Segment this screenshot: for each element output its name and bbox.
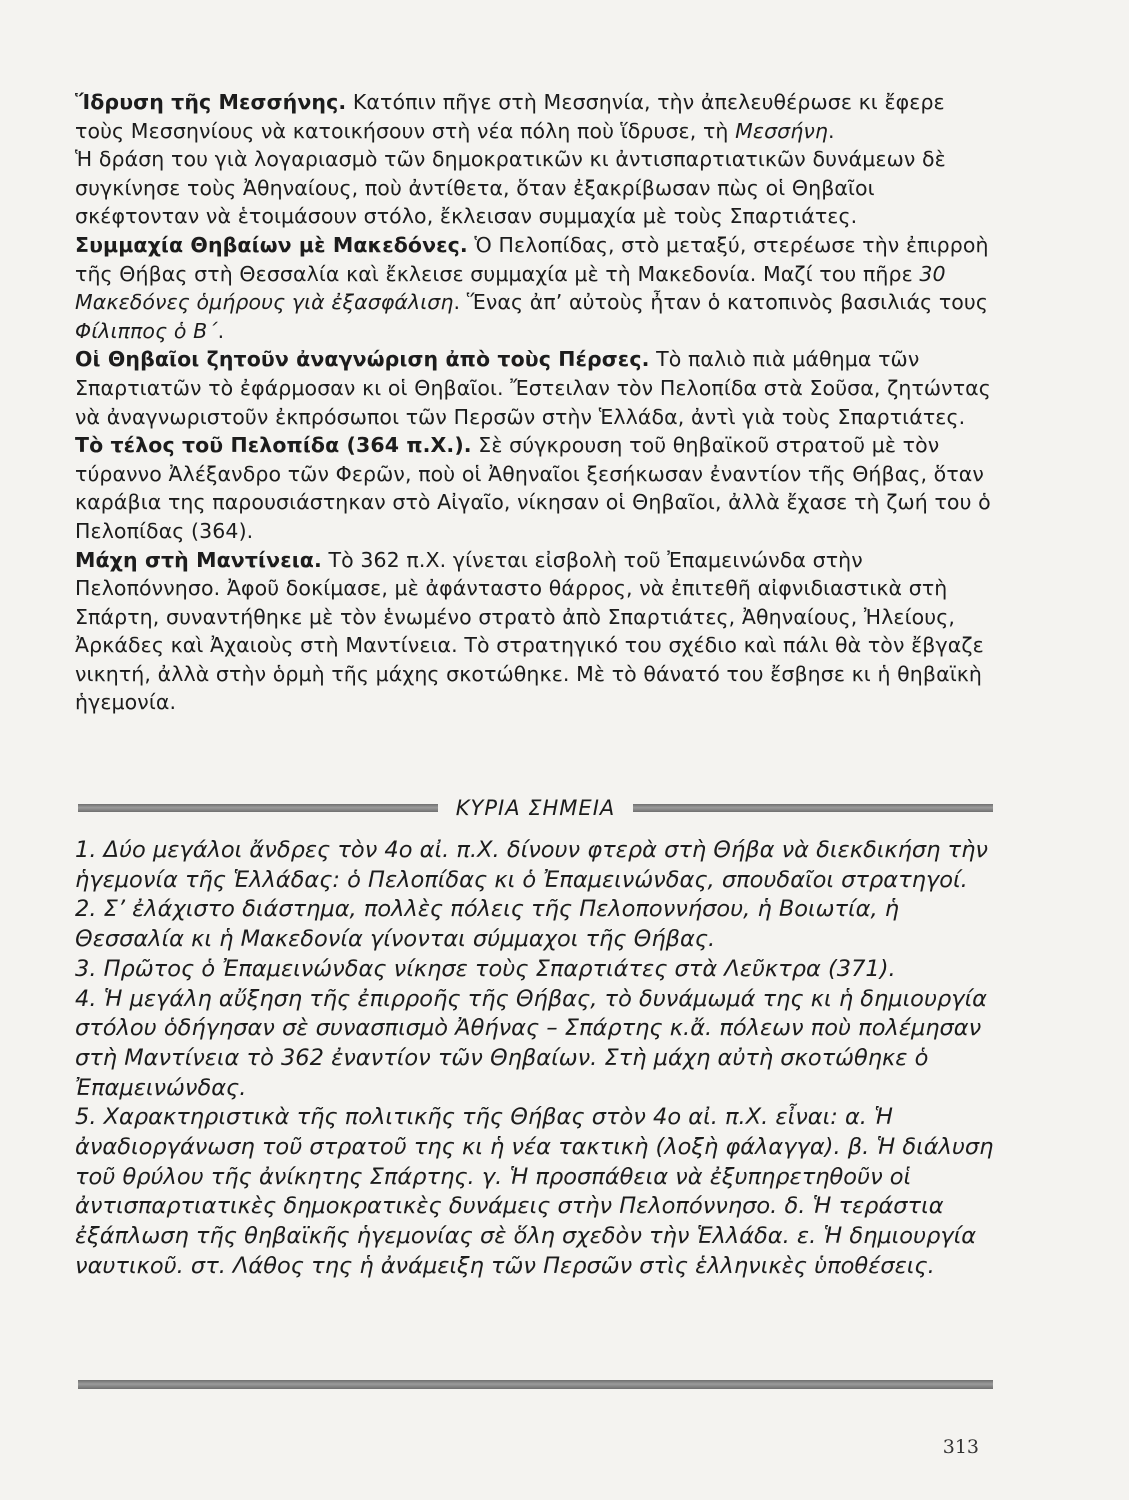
paragraph-persians: Οἱ Θηβαῖοι ζητοῦν ἀναγνώριση ἀπὸ τοὺς Πέρσες. Τὸ παλιὸ πιὰ μάθημα τῶν Σπαρτιατῶν τὸ ἐφάρμοσαν κι οἱ Θηβαῖοι. Ἔστειλαν τὸν Πελοπίδα στὰ Σοῦσα, ζητώντας νὰ ἀναγνωριστοῦν ἐκπρόσωποι τῶν Περσῶν στὴν Ἑλλάδα, ἀντὶ γιὰ τοὺς Σπαρτιάτες. (75, 347, 991, 429)
paragraph-athenians: Ἡ δράση του γιὰ λογαριασμὸ τῶν δημοκρατικῶν κι ἀντισπαρτιατικῶν δυνάμεων δὲ συγκίνησε τοὺς Ἀθηναίους, ποὺ ἀντίθετα, ὅταν ἐξακρίβωσαν πὼς οἱ Θηβαῖοι σκέφτονταν νὰ ἑτοιμάσουν στόλο, ἔκλεισαν συμμαχία μὲ τοὺς Σπαρτιάτες. (75, 147, 946, 229)
key-points-title: ΚΥΡΙΑ ΣΗΜΕΙΑ (455, 796, 616, 820)
key-points-list (75, 836, 995, 1282)
divider-right (633, 804, 993, 812)
main-text (75, 88, 995, 717)
heading-mantinea: Μάχη στὴ Μαντίνεια. (75, 547, 322, 572)
page-number: 313 (942, 1436, 979, 1458)
heading-macedonia: Συμμαχία Θηβαίων μὲ Μακεδόνες. (75, 232, 468, 257)
key-point-item: 4. Ἡ μεγάλη αὔξηση τῆς ἐπιρροῆς τῆς Θήβας, τὸ δυνάμωμά της κι ἡ δημιουργία στόλου ὁδήγησαν σὲ συνασπισμὸ Ἀθήνας – Σπάρτης κ.ἄ. πόλεων ποὺ πολέμησαν στὴ Μαντίνεια τὸ 362 ἐναντίον τῶν Θηβαίων. Στὴ μάχη αὐτὴ σκοτώθηκε ὁ Ἐπαμεινώνδας. (75, 985, 988, 1101)
divider-left (78, 804, 438, 812)
key-point-item: 3. Πρῶτος ὁ Ἐπαμεινώνδας νίκησε τοὺς Σπαρτιάτες στὰ Λεῦκτρα (371). (75, 955, 896, 982)
key-point-item: 5. Χαρακτηριστικὰ τῆς πολιτικῆς τῆς Θήβας στὸν 4ο αἰ. π.Χ. εἶναι: α. Ἡ ἀναδιοργάνωση τοῦ στρατοῦ της κι ἡ νέα τακτικὴ (λοξὴ φάλαγγα). β. Ἡ διάλυση τοῦ θρύλου τῆς ἀνίκητης Σπάρτης. γ. Ἡ προσπάθεια νὰ ἐξυπηρετηθοῦν οἱ ἀντισπαρτιατικὲς δημοκρατικὲς δυνάμεις στὴν Πελοπόννησο. δ. Ἡ τεράστια ἐξάπλωση τῆς θηβαϊκῆς ἡγεμονίας σὲ ὅλη σχεδὸν τὴν Ἑλλάδα. ε. Ἡ δημιουργία ναυτικοῦ. στ. Λάθος της ἡ ἀνάμειξη τῶν Περσῶν στὶς ἑλληνικὲς ὑποθέσεις. (75, 1104, 994, 1279)
paragraph-macedonia: Συμμαχία Θηβαίων μὲ Μακεδόνες. Ὁ Πελοπίδας, στὸ μεταξύ, στερέωσε τὴν ἐπιρροὴ τῆς Θήβας στὴ Θεσσαλία καὶ ἔκλεισε συμμαχία μὲ τὴ Μακεδονία. Μαζί του πῆρε 30 Μακεδόνες ὁμήρους γιὰ ἐξασφάλιση. Ἕνας ἀπ’ αὐτοὺς ἦταν ὁ κατοπινὸς βασιλιάς τους Φίλιππος ὁ Β΄. (75, 232, 989, 343)
key-point-item: 2. Σ’ ἐλάχιστο διάστημα, πολλὲς πόλεις τῆς Πελοποννήσου, ἡ Βοιωτία, ἡ Θεσσαλία κι ἡ Μακεδονία γίνονται σύμμαχοι τῆς Θήβας. (75, 896, 900, 953)
heading-messene: Ἵδρυση τῆς Μεσσήνης. (75, 90, 347, 114)
paragraph-pelopidas-end: Τὸ τέλος τοῦ Πελοπίδα (364 π.Χ.). Σὲ σύγκρουση τοῦ θηβαϊκοῦ στρατοῦ μὲ τὸν τύραννο Ἀλέξανδρο τῶν Φερῶν, ποὺ οἱ Ἀθηναῖοι ξεσήκωσαν ἐναντίον τῆς Θήβας, ὅταν καράβια της παρουσιάστηκαν στὸ Αἰγαῖο, νίκησαν οἱ Θηβαῖοι, ἀλλὰ ἔχασε τὴ ζωή του ὁ Πελοπίδας (364). (75, 433, 991, 543)
heading-persians: Οἱ Θηβαῖοι ζητοῦν ἀναγνώριση ἀπὸ τοὺς Πέρσες. (75, 347, 650, 372)
paragraph-mantinea: Μάχη στὴ Μαντίνεια. Τὸ 362 π.Χ. γίνεται εἰσβολὴ τοῦ Ἐπαμεινώνδα στὴν Πελοπόννησο. Ἀφοῦ δοκίμασε, μὲ ἀφάνταστο θάρρος, νὰ ἐπιτεθῆ αἰφνιδιαστικὰ στὴ Σπάρτη, συναντήθηκε μὲ τὸν ἑνωμένο στρατὸ ἀπὸ Σπαρτιάτες, Ἀθηναίους, Ἠλείους, Ἀρκάδες καὶ Ἀχαιοὺς στὴ Μαντίνεια. Τὸ στρατηγικό του σχέδιο καὶ πάλι θὰ τὸν ἔβγαζε νικητή, ἀλλὰ στὴν ὁρμὴ τῆς μάχης σκοτώθηκε. Μὲ τὸ θάνατό του ἔσβησε κι ἡ θηβαϊκὴ ἡγεμονία. (75, 547, 984, 715)
divider-bottom (78, 1380, 993, 1389)
key-point-item: 1. Δύο μεγάλοι ἄνδρες τὸν 4ο αἰ. π.Χ. δίνουν φτερὰ στὴ Θήβα νὰ διεκδικήση τὴν ἡγεμονία τῆς Ἑλλάδας: ὁ Πελοπίδας κι ὁ Ἐπαμεινώνδας, σπουδαῖοι στρατηγοί. (75, 837, 988, 893)
paragraph-messene: Ἵδρυση τῆς Μεσσήνης. Κατόπιν πῆγε στὴ Μεσσηνία, τὴν ἀπελευθέρωσε κι ἔφερε τοὺς Μεσσηνίους νὰ κατοικήσουν στὴ νέα πόλη ποὺ ἵδρυσε, τὴ Μεσσήνη. (75, 90, 945, 143)
heading-pelopidas-end: Τὸ τέλος τοῦ Πελοπίδα (364 π.Χ.). (75, 433, 472, 458)
key-points-header (78, 790, 993, 826)
